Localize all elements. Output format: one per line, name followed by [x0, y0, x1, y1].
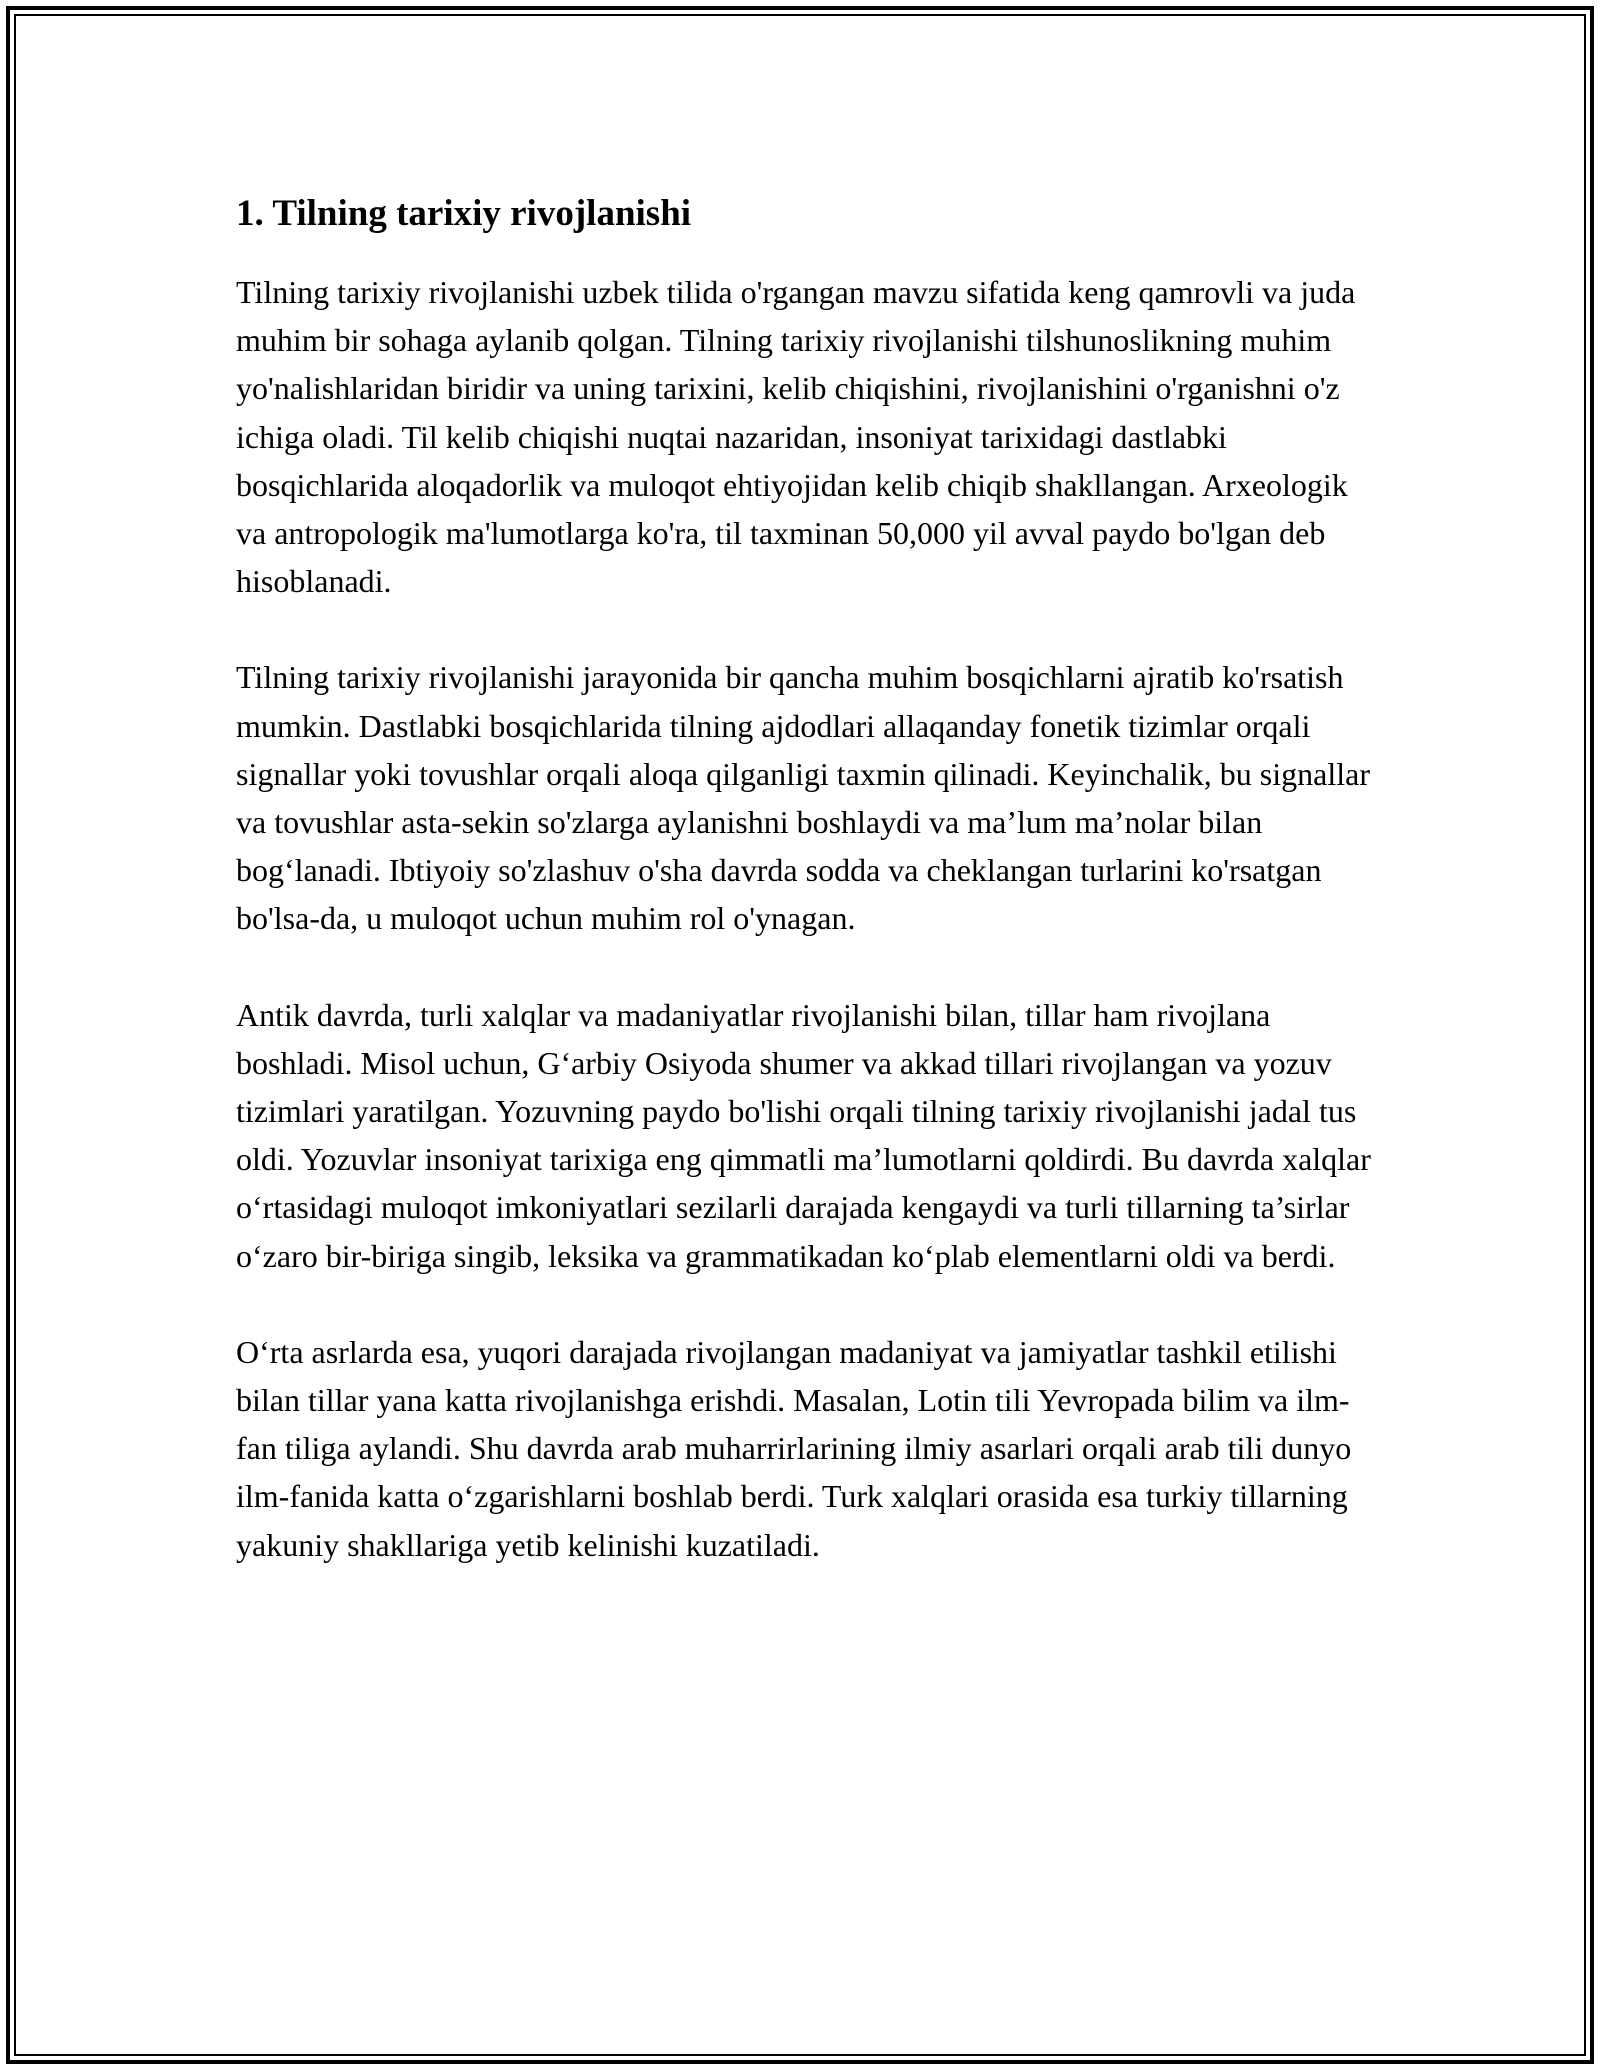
section-title: 1. Tilning tarixiy rivojlanishi [236, 193, 692, 234]
document-body [236, 188, 1376, 1617]
paragraph-2: Tilning tarixiy rivojlanishi jarayonida bir qancha muhim bosqichlarni ajratib ko'rsatish mumkin. Dastlabki bosqichlarida tilning ajdodlari allaqanday fonetik tizimlar orqali signallar yoki tovushlar orqali aloqa qilganligi taxmin qilinadi. Keyinchalik, bu signallar va tovushlar asta-sekin so'zlarga aylanishni boshlaydi va ma’lum ma’nolar bilan bog‘lanadi. Ibtiyoiy so'zlashuv o'sha davrda sodda va cheklangan turlarini ko'rsatgan bo'lsa-da, u muloqot uchun muhim rol o'ynagan. [236, 659, 1370, 937]
paragraph-1: Tilning tarixiy rivojlanishi uzbek tilida o'rgangan mavzu sifatida keng qamrovli va juda muhim bir sohaga aylanib qolgan. Tilning tarixiy rivojlanishi tilshunoslikning muhim yo'nalishlaridan biridir va uning tarixini, kelib chiqishini, rivojlanishini o'rganishni o'z ichiga oladi. Til kelib chiqishi nuqtai nazaridan, insoniyat tarixidagi dastlabki bosqichlarida aloqadorlik va muloqot ehtiyojidan kelib chiqib shakllangan. Arxeologik va antropologik ma'lumotlarga ko'ra, til taxminan 50,000 yil avval paydo bo'lgan deb hisoblanadi. [236, 274, 1356, 600]
paragraph-3: Antik davrda, turli xalqlar va madaniyatlar rivojlanishi bilan, tillar ham rivojlana boshladi. Misol uchun, G‘arbiy Osiyoda shumer va akkad tillari rivojlangan va yozuv tizimlari yaratilgan. Yozuvning paydo bo'lishi orqali tilning tarixiy rivojlanishi jadal tus oldi. Yozuvlar insoniyat tarixiga eng qimmatli ma’lumotlarni qoldirdi. Bu davrda xalqlar o‘rtasidagi muloqot imkoniyatlari sezilarli darajada kengaydi va turli tillarning ta’sirlar o‘zaro bir-biriga singib, leksika va grammatikadan ko‘plab elementlarni oldi va berdi. [236, 996, 1371, 1274]
paragraph-4: O‘rta asrlarda esa, yuqori darajada rivojlangan madaniyat va jamiyatlar tashkil etilishi bilan tillar yana katta rivojlanishga erishdi. Masalan, Lotin tili Yevropada bilim va ilm-fan tiliga aylandi. Shu davrda arab muharrirlarining ilmiy asarlari orqali arab tili dunyo ilm-fanida katta o‘zgarishlarni boshlab berdi. Turk xalqlari orasida esa turkiy tillarning yakuniy shakllariga yetib kelinishi kuzatiladi. [236, 1333, 1352, 1563]
